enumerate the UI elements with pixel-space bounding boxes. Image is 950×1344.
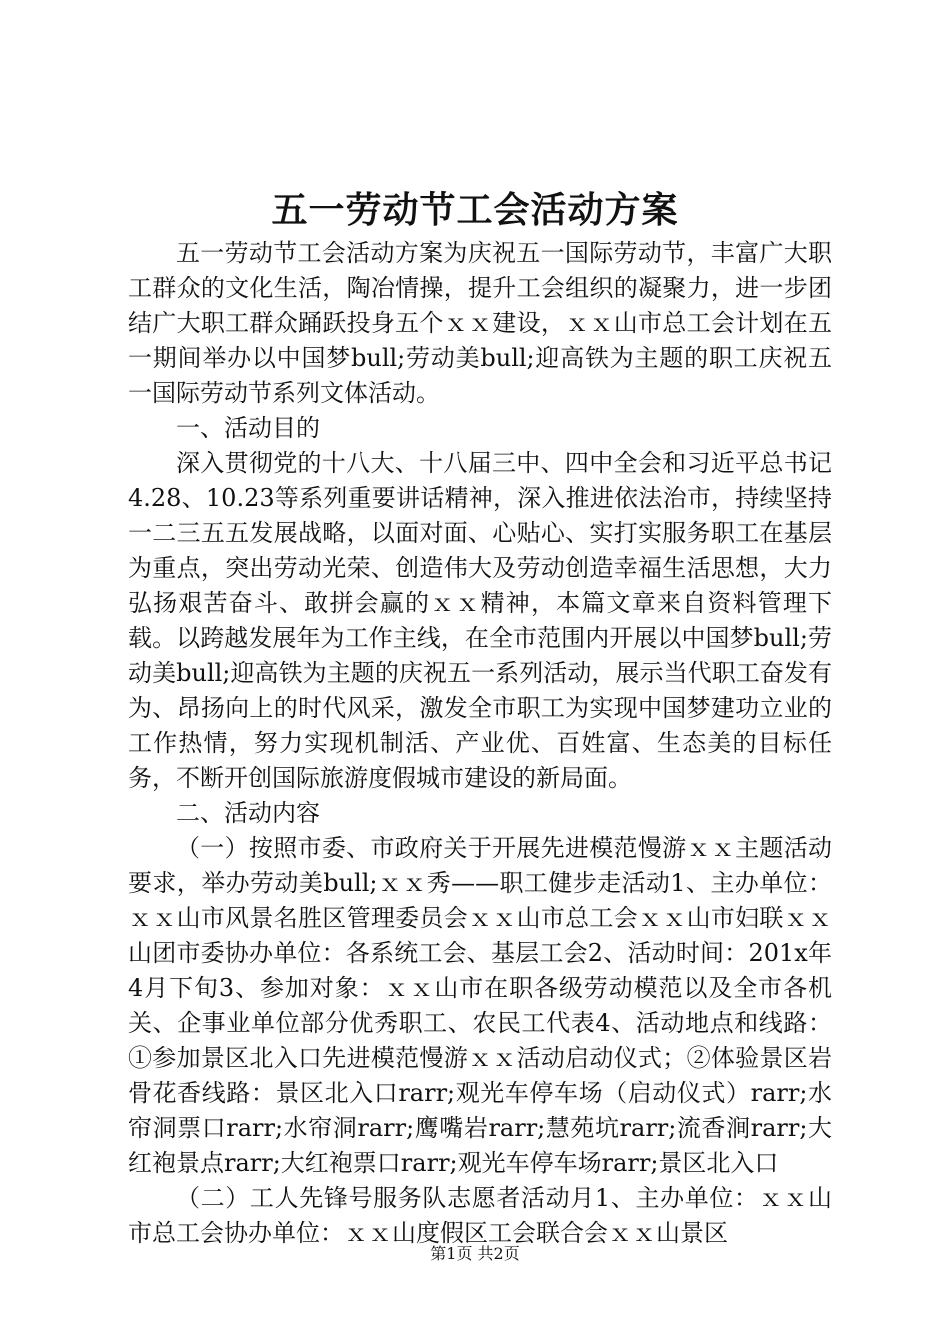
page-number-footer: 第1页 共2页	[430, 1244, 520, 1263]
content-paragraph-2: （二）工人先锋号服务队志愿者活动月1、主办单位：ｘｘ山市总工会协办单位：ｘｘ山度假区工会联合会ｘｘ山景区	[128, 1184, 832, 1247]
document-title: 五一劳动节工会活动方案	[271, 189, 679, 231]
intro-paragraph: 五一劳动节工会活动方案为庆祝五一国际劳动节，丰富广大职工群众的文化生活，陶冶情操，提升工会组织的凝聚力，进一步团结广大职工群众踊跃投身五个ｘｘ建设，ｘｘ山市总工会计划在五一期间举办以中国梦bull;劳动美bull;迎高铁为主题的职工庆祝五一国际劳动节系列文体活动。	[128, 239, 832, 407]
content-paragraph-1: （一）按照市委、市政府关于开展先进模范慢游ｘｘ主题活动要求，举办劳动美bull;ｘｘ秀——职工健步走活动1、主办单位：ｘｘ山市风景名胜区管理委员会ｘｘ山市总工会ｘｘ山市妇联ｘｘ山团市委协办单位：各系统工会、基层工会2、活动时间：201x年4月下旬3、参加对象：ｘｘ山市在职各级劳动模范以及全市各机关、企事业单位部分优秀职工、农民工代表4、活动地点和线路：①参加景区北入口先进模范慢游ｘｘ活动启动仪式；②体验景区岩骨花香线路：景区北入口rarr;观光车停车场（启动仪式）rarr;水帘洞票口rarr;水帘洞rarr;鹰嘴岩rarr;慧苑坑rarr;流香涧rarr;大红袍景点rarr;大红袍票口rarr;观光车停车场rarr;景区北入口	[128, 834, 832, 1177]
document-body	[128, 236, 832, 1251]
section-heading-content: 二、活动内容	[176, 799, 320, 827]
section-heading-purpose: 一、活动目的	[176, 414, 320, 442]
purpose-paragraph: 深入贯彻党的十八大、十八届三中、四中全会和习近平总书记4.28、10.23等系列重要讲话精神，深入推进依法治市，持续坚持一二三五五发展战略，以面对面、心贴心、实打实服务职工在基层为重点，突出劳动光荣、创造伟大及劳动创造幸福生活思想，大力弘扬艰苦奋斗、敢拼会赢的ｘｘ精神，本篇文章来自资料管理下载。以跨越发展年为工作主线，在全市范围内开展以中国梦bull;劳动美bull;迎高铁为主题的庆祝五一系列活动，展示当代职工奋发有为、昂扬向上的时代风采，激发全市职工为实现中国梦建功立业的工作热情，努力实现机制活、产业优、百姓富、生态美的目标任务，不断开创国际旅游度假城市建设的新局面。	[128, 449, 832, 792]
